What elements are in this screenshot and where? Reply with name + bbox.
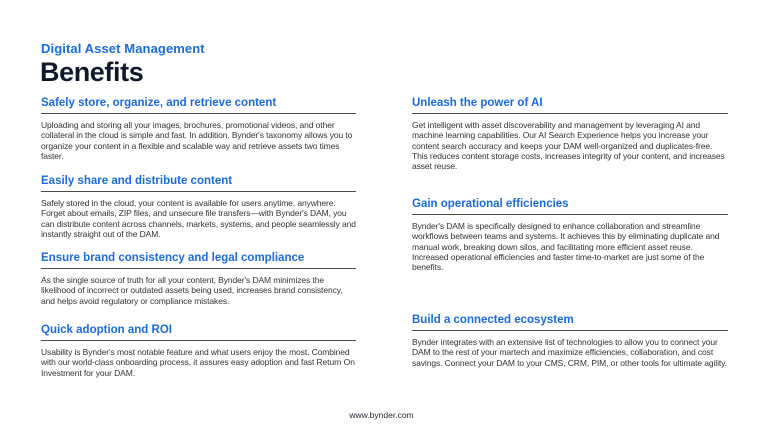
- section-divider: [412, 113, 728, 114]
- section-body: As the single source of truth for all your content, Bynder's DAM minimizes the likelihood of incorrect or outdated assets being used, increases brand consistency, and helps avoid regulatory or compliance mistakes.: [41, 275, 343, 306]
- section-divider: [41, 340, 356, 341]
- section-body: Safely stored in the cloud, your content is available for users anytime, anywhere. Forget about emails, ZIP files, and unsecure file transfers—with Bynder's DAM, you can distribute content across channels, markets, systems, and people seamlessly and instantly straight out of the DAM.: [41, 198, 356, 239]
- section-body: Bynder's DAM is specifically designed to enhance collaboration and streamline workflows between teams and systems. It achieves this by eliminating duplicate and manual work, breaking down silos, and facilitating more efficient asset reuse. Increased operational efficiencies and faster time-to-market are just some of the benefits.: [412, 221, 720, 273]
- section-quick-adoption: [41, 324, 356, 378]
- section-body: Bynder integrates with an extensive list of technologies to allow you to connect your DAM to the rest of your martech and maximize efficiencies, collaboration, and cost savings. Connect your DAM to your CMS, CRM, PIM, or other tools for ultimate agility.: [412, 337, 727, 368]
- section-divider: [41, 268, 356, 269]
- section-divider: [41, 191, 356, 192]
- section-operational-efficiencies: [412, 198, 728, 272]
- section-body: Get intelligent with asset discoverability and management by leveraging AI and machine learning capabilities. Our AI Search Experience helps you increase your content search accuracy and keeps your DAM well-organized and duplicates-free. This reduces content storage costs, increases integrity of your content, and increases asset reuse.: [412, 120, 725, 172]
- section-body: Uploading and storing all your images, brochures, promotional videos, and other collateral in the cloud is simple and fast. In addition, Bynder's taxonomy allows you to organize your content in a flexible and scalable way and retrieve assets two times faster.: [41, 120, 353, 161]
- section-heading: Gain operational efficiencies: [412, 198, 569, 210]
- section-heading: Quick adoption and ROI: [41, 324, 172, 336]
- section-heading: Unleash the power of AI: [412, 97, 543, 109]
- section-divider: [41, 113, 356, 114]
- section-easily-share: [41, 175, 356, 239]
- section-heading: Safely store, organize, and retrieve content: [41, 97, 277, 109]
- section-connected-ecosystem: [412, 314, 728, 368]
- section-body: Usability is Bynder's most notable feature and what users enjoy the most. Combined with our world-class onboarding process, it assures easy adoption and fast Return On Investment for your DAM.: [41, 347, 355, 378]
- section-safely-store: [41, 97, 356, 161]
- document-kicker: Digital Asset Management: [41, 41, 205, 56]
- footer-url: www.bynder.com: [349, 410, 414, 420]
- section-power-of-ai: [412, 97, 728, 171]
- section-divider: [412, 330, 728, 331]
- section-heading: Ensure brand consistency and legal compliance: [41, 252, 305, 264]
- section-heading: Build a connected ecosystem: [412, 314, 574, 326]
- section-heading: Easily share and distribute content: [41, 175, 233, 187]
- page-title: Benefits: [40, 57, 144, 87]
- section-divider: [412, 214, 728, 215]
- section-brand-consistency: [41, 252, 356, 306]
